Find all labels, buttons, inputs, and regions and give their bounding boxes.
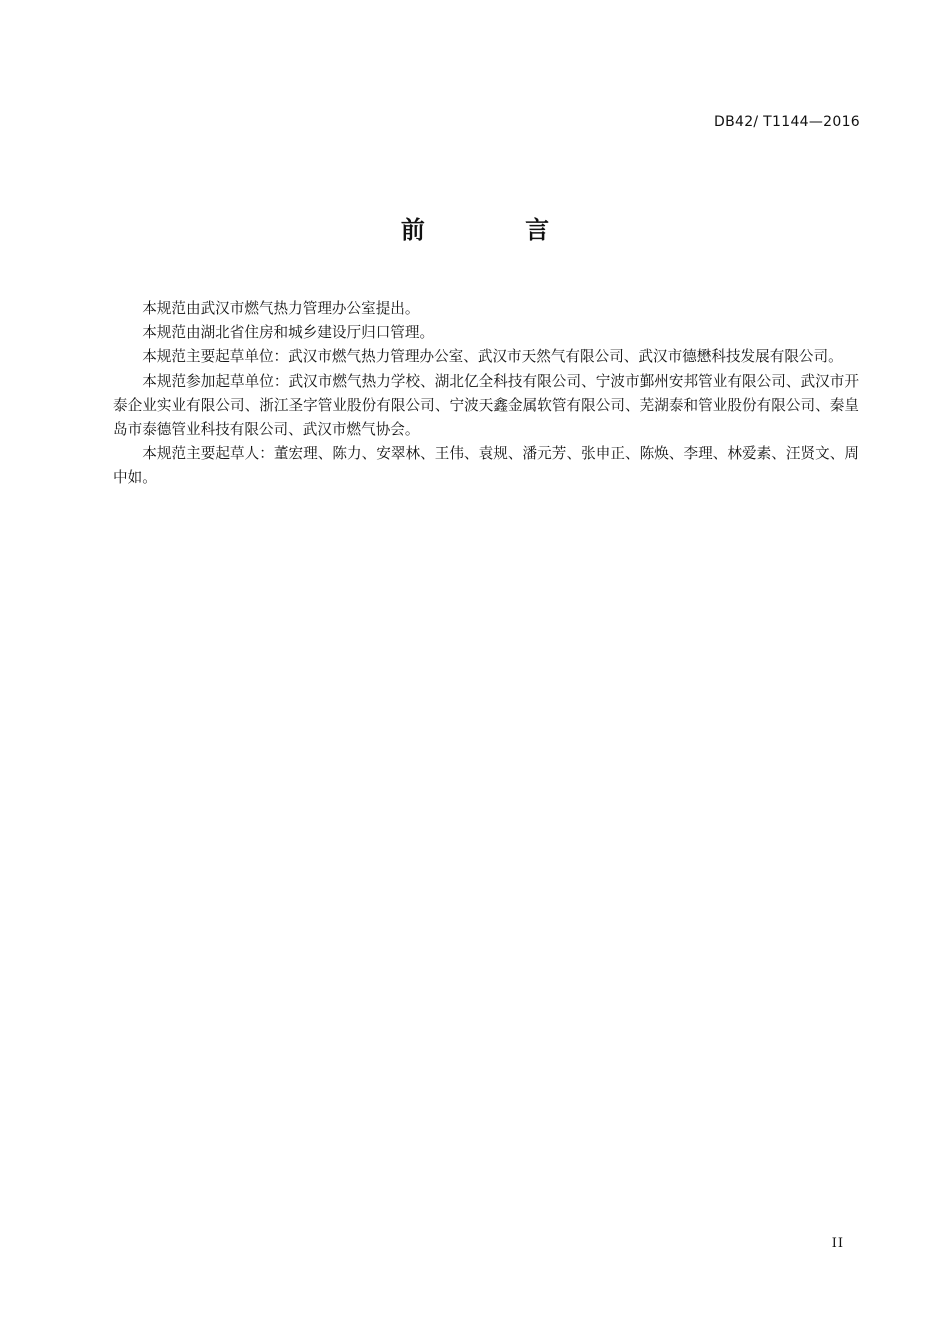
foreword-body	[113, 297, 859, 491]
paragraph-proposer: 本规范由武汉市燃气热力管理办公室提出。	[142, 300, 420, 317]
page-title: 前 言	[400, 216, 596, 244]
paragraph-main-drafting-units: 本规范主要起草单位：武汉市燃气热力管理办公室、武汉市天然气有限公司、武汉市德懋科技发展有限公司。	[142, 348, 843, 366]
paragraph-participating-units: 本规范参加起草单位：武汉市燃气热力学校、湖北亿全科技有限公司、宁波市鄞州安邦管业有限公司、武汉市开泰企业实业有限公司、浙江圣字管业股份有限公司、宁波天鑫金属软管有限公司、芜湖泰和管业股份有限公司、秦皇岛市泰德管业科技有限公司、武汉市燃气协会。	[113, 372, 859, 439]
paragraph-administrator: 本规范由湖北省住房和城乡建设厅归口管理。	[142, 324, 435, 342]
page-number: II	[831, 1236, 844, 1251]
document-code: DB42/ T1144—2016	[714, 114, 860, 130]
paragraph-main-drafters: 本规范主要起草人：董宏理、陈力、安翠林、王伟、袁规、潘元芳、张申正、陈焕、李理、林爱素、汪贤文、周中如。	[113, 445, 859, 487]
